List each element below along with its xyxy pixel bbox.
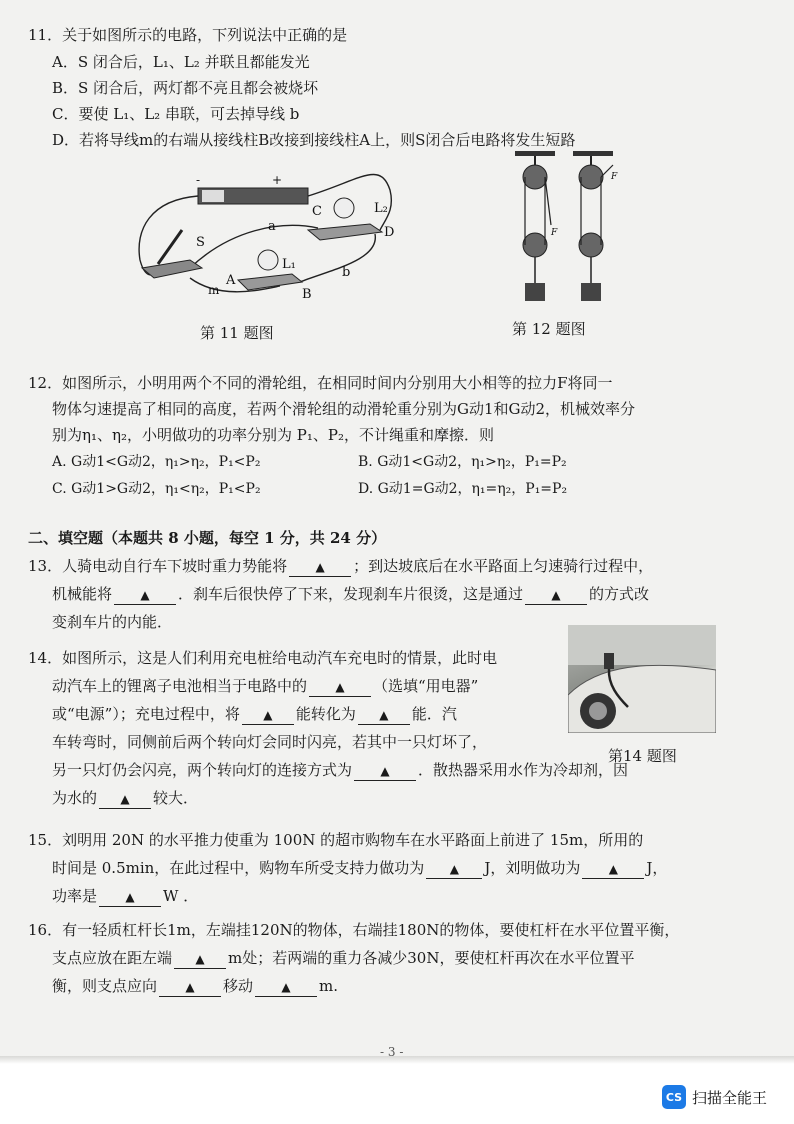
scanner-watermark — [662, 1085, 767, 1109]
wire-b — [300, 234, 375, 282]
q11-caption: 第 11 题图 — [200, 324, 274, 342]
label-wire-m: m — [208, 283, 220, 297]
q15-line1: 15．刘明用 20N 的水平推力使重为 100N 的超市购物车在水平路面上前进了 15m，所用的 — [28, 831, 644, 849]
right-force-label: F — [611, 172, 618, 182]
q11-circuit-figure — [130, 160, 410, 310]
section-fill-in-title: 二、填空题（本题共 8 小题，每空 1 分，共 24 分） — [28, 529, 387, 547]
q13-line3: 变刹车片的内能． — [52, 613, 173, 631]
ceiling-left — [515, 151, 555, 156]
q15-line2: 时间是 0.5min，在此过程中，购物车所受支持力做功为 ▲ J，刘明做功为 ▲ J， — [52, 859, 668, 877]
q11-option-a: A．S 闭合后，L₁、L₂ 并联且都能发光 — [52, 53, 310, 71]
q14-line3: 或“电源”）；充电过程中，将 ▲ 能转化为 ▲ 能．汽 — [52, 705, 457, 723]
answer-blank[interactable]: ▲ — [159, 977, 221, 997]
answer-blank[interactable]: ▲ — [174, 949, 226, 969]
ev-charging-illustration — [568, 625, 716, 733]
q16-line1: 16．有一轻质杠杆长1m，左端挂120N的物体，右端挂180N的物体，要使杠杆在水平位置平衡， — [28, 921, 680, 939]
q14-line1: 14．如图所示，这是人们利用充电桩给电动汽车充电时的情景，此时电 — [28, 649, 498, 667]
answer-blank[interactable]: ▲ — [242, 705, 294, 725]
q11-stem: 11．关于如图所示的电路，下列说法中正确的是 — [28, 26, 348, 44]
q12-option-a: A. G动1<G动2，η₁>η₂，P₁<P₂ — [52, 454, 261, 470]
camscanner-logo-icon: CS — [662, 1085, 686, 1109]
q14-caption: 第14 题图 — [608, 747, 677, 765]
label-d: D — [384, 225, 395, 240]
answer-blank[interactable]: ▲ — [582, 859, 644, 879]
label-B: B — [302, 287, 312, 302]
label-wire-a: a — [268, 219, 276, 234]
q12-stem-line2: 物体匀速提高了相同的高度，若两个滑轮组的动滑轮重分别为G动1和G动2，机械效率分 — [52, 400, 636, 418]
left-force-label: F — [551, 228, 558, 238]
q16-line3: 衡，则支点应向 ▲ 移动 ▲ m. — [52, 977, 339, 995]
switch-label: S — [196, 235, 205, 250]
switch-base — [142, 260, 202, 278]
answer-blank[interactable]: ▲ — [289, 557, 351, 577]
q11-option-c: C．要使 L₁、L₂ 串联，可去掉导线 b — [52, 105, 300, 123]
q12-stem-line1: 12．如图所示，小明用两个不同的滑轮组，在相同时间内分别用大小相等的拉力F将同一 — [28, 374, 613, 392]
battery-minus-label: - — [196, 173, 201, 187]
q12-stem-line3: 别为η₁、η₂，小明做功的功率分别为 P₁、P₂，不计绳重和摩擦．则 — [52, 426, 494, 444]
q14-line4: 车转弯时，同侧前后两个转向灯会同时闪亮，若其中一只灯坏了， — [52, 733, 488, 751]
left-movable-pulley — [523, 233, 547, 257]
q14-line2: 动汽车上的锂离子电池相当于电路中的 ▲ （选填“用电器” — [52, 677, 479, 695]
lamp-l2-board — [308, 224, 382, 240]
right-weight — [581, 283, 601, 301]
scanner-app-name: 扫描全能王 — [692, 1088, 768, 1107]
q12-option-c: C. G动1>G动2，η₁<η₂，P₁<P₂ — [52, 481, 261, 497]
q12-option-b: B. G动1<G动2，η₁>η₂，P₁=P₂ — [358, 454, 567, 470]
wire-a — [190, 225, 318, 268]
right-movable-pulley — [579, 233, 603, 257]
right-fixed-pulley — [579, 165, 603, 189]
label-l1: L₁ — [282, 257, 296, 272]
battery-plus-label: + — [272, 173, 283, 187]
left-fixed-pulley — [523, 165, 547, 189]
page-number: - 3 - — [380, 1045, 404, 1059]
q14-line5: 另一只灯仍会闪亮，两个转向灯的连接方式为 ▲ ．散热器采用水作为冷却剂，因 — [52, 761, 629, 779]
q12-caption: 第 12 题图 — [512, 320, 586, 338]
answer-blank[interactable]: ▲ — [99, 789, 151, 809]
label-l2: L₂ — [374, 201, 388, 216]
q16-line2: 支点应放在距左端 ▲ m处；若两端的重力各减少30N，要使杠杆再次在水平位置平 — [52, 949, 635, 967]
answer-blank[interactable]: ▲ — [309, 677, 371, 697]
q14-line6: 为水的 ▲ 较大． — [52, 789, 199, 807]
answer-blank[interactable]: ▲ — [114, 585, 176, 605]
answer-blank[interactable]: ▲ — [255, 977, 317, 997]
lamp-l2-bulb — [334, 198, 354, 218]
label-c: C — [312, 204, 322, 219]
q11-option-b: B．S 闭合后，两灯都不亮且都会被烧坏 — [52, 79, 319, 97]
switch-blade — [158, 230, 182, 264]
q11-option-d: D．若将导线m的右端从接线柱B改接到接线柱A上，则S闭合后电路将发生短路 — [52, 131, 576, 149]
answer-blank[interactable]: ▲ — [525, 585, 587, 605]
label-wire-b: b — [342, 265, 351, 280]
q13-line1: 13．人骑电动自行车下坡时重力势能将 ▲ ；到达坡底后在水平路面上匀速骑行过程中， — [28, 557, 654, 575]
q12-pulley-figure — [505, 145, 625, 310]
label-A: A — [226, 273, 236, 288]
q12-option-d: D. G动1=G动2，η₁=η₂，P₁=P₂ — [358, 481, 568, 497]
left-weight — [525, 283, 545, 301]
answer-blank[interactable]: ▲ — [354, 761, 416, 781]
q15-line3: 功率是 ▲ W ． — [52, 887, 199, 905]
q13-line2: 机械能将 ▲ ．刹车后很快停了下来，发现刹车片很烫，这是通过 ▲ 的方式改 — [52, 585, 650, 603]
lamp-l1-bulb — [258, 250, 278, 270]
ceiling-right — [573, 151, 613, 156]
answer-blank[interactable]: ▲ — [426, 859, 482, 879]
answer-blank[interactable]: ▲ — [99, 887, 161, 907]
ev-charging-photo — [568, 625, 716, 733]
answer-blank[interactable]: ▲ — [358, 705, 410, 725]
